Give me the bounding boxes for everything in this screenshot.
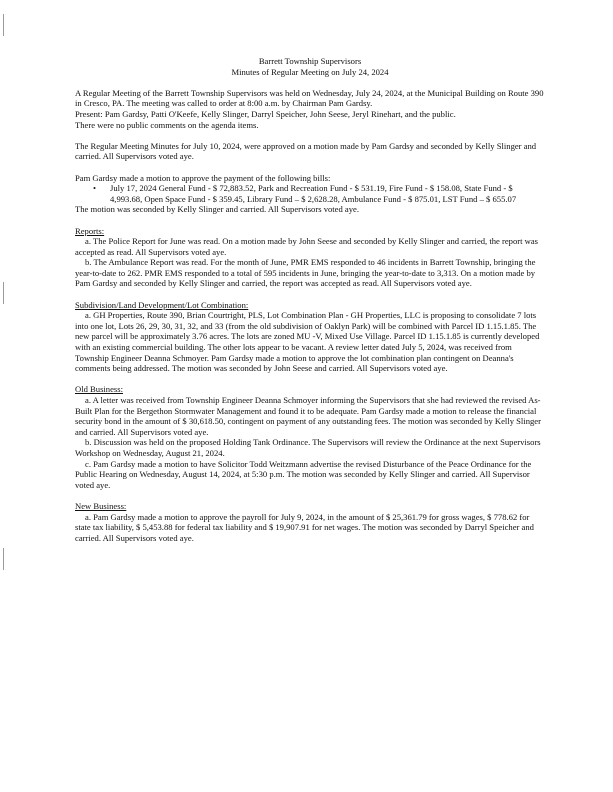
old-business-item-b: b. Discussion was held on the proposed Holding Tank Ordinance. The Supervisors will review the Ordinance at the next Supervisors Workshop on Wednesday, August 21, 2024. [75,437,541,458]
title-line-2: Minutes of Regular Meeting on July 24, 2024 [231,66,389,77]
bills-second: The motion was seconded by Kelly Slinger and carried. All Supervisors voted aye. [75,204,360,215]
new-business-heading: New Business: [75,500,127,511]
old-business-item-c: c. Pam Gardsy made a motion to have Solicitor Todd Weitzmann advertise the revised Disturbance of the Peace Ordinance for the Public Hearing on Wednesday, August 14, 2024, at 5:30 p.m. The motion was seconded by Kelly Slinger and carried. All Supervisor voted aye. [75,458,532,490]
minutes-document [75,56,545,543]
new-business-item-a: a. Pam Gardsy made a motion to approve the payroll for July 9, 2024, in the amount of $ 25,361.79 for gross wages, $ 778.62 for state tax liability, $ 5,453.88 for federal tax liability and $ 19,907.91 for net wages. The motion was seconded by Darryl Speicher and carried. All Supervisors voted aye. [75,511,534,543]
scan-edge-mark [3,282,4,304]
subdivision-item-a: a. GH Properties, Route 390, Brian Courtright, PLS, Lot Combination Plan - GH Properties, LLC is proposing to consolidate 7 lots into one lot, Lots 26, 29, 30, 31, 32, and 33 (from the old subdivision of Oaklyn Park) will be combined with Parcel ID 1.15.1.85. The new parcel will be approximately 3.76 acres. The lots are zoned MU -V, Mixed Use Village. Parcel ID 1.15.1.85 is currently developed with an existing commercial building. The other lots appear to be vacant. A review letter dated July 5, 2024, was received from Township Engineer Deanna Schmoyer. Pam Gardsy made a motion to approve the lot combination plan contingent on Deanna's comments being addressed. The motion was seconded by John Seese and carried. All Supervisors voted aye. [75,310,540,374]
old-business-item-a: a. A letter was received from Township Engineer Deanna Schmoyer informing the Supervisors that she had reviewed the revised As-Built Plan for the Bergethon Stormwater Management and found it to be adequate. Pam Gardsy made a motion to release the financial security bond in the amount of $ 30,618.50, contingent on payment of any outstanding fees. The motion was seconded by Kelly Slinger and carried. All Supervisors voted aye. [75,395,541,437]
scan-edge-mark [3,14,4,36]
minutes-approval: The Regular Meeting Minutes for July 10, 2024, were approved on a motion made by Pam Gardsy and seconded by Kelly Slinger and carried. All Supervisors voted aye. [75,140,537,162]
present-paragraph: Present: Pam Gardsy, Patti O'Keefe, Kelly Slinger, Darryl Speicher, John Seese, Jeryl Rinehart, and the public. [75,108,456,119]
intro-paragraph: A Regular Meeting of the Barrett Township Supervisors was held on Wednesday, July 24, 2024, at the Municipal Building on Route 390 in Cresco, PA. The meeting was called to order at 8:00 a.m. by Chairman Pam Gardsy. [75,87,544,109]
bills-list-item [75,183,545,204]
public-comments: There were no public comments on the agenda items. [75,119,259,130]
scan-edge-mark [3,548,4,570]
bills-intro: Pam Gardsy made a motion to approve the payment of the following bills: [75,172,331,183]
title-line-1: Barrett Township Supervisors [258,56,362,66]
subdivision-heading: Subdivision/Land Development/Lot Combination: [75,299,249,310]
bullet-icon: • [93,183,97,194]
document-title [75,56,545,77]
old-business-heading: Old Business: [75,384,123,395]
reports-heading: Reports: [75,225,105,236]
reports-item-b: b. The Ambulance Report was read. For the month of June, PMR EMS responded to 46 incidents in Barrett Township, bringing the year-to-date to 262. PMR EMS responded to a total of 595 incidents in June, bringing the year-to-date to 3,313. On a motion made by Pam Gardsy and seconded by Kelly Slinger and carried, the report was accepted as read. All Supervisors voted aye. [75,257,536,289]
reports-item-a: a. The Police Report for June was read. On a motion made by John Seese and seconded by Kelly Slinger and carried, the report was accepted as read. All Supervisors voted aye. [75,236,539,257]
bills-item-text: July 17, 2024 General Fund - $ 72,883.52, Park and Recreation Fund - $ 531.19, Fire Fund - $ 158.08, State Fund - $ 4,993.68, Open Space Fund - $ 359.45, Library Fund – $ 2,628.28, Ambulance Fund - $ 875.01, LST Fund – $ 655.07 [110,183,517,204]
